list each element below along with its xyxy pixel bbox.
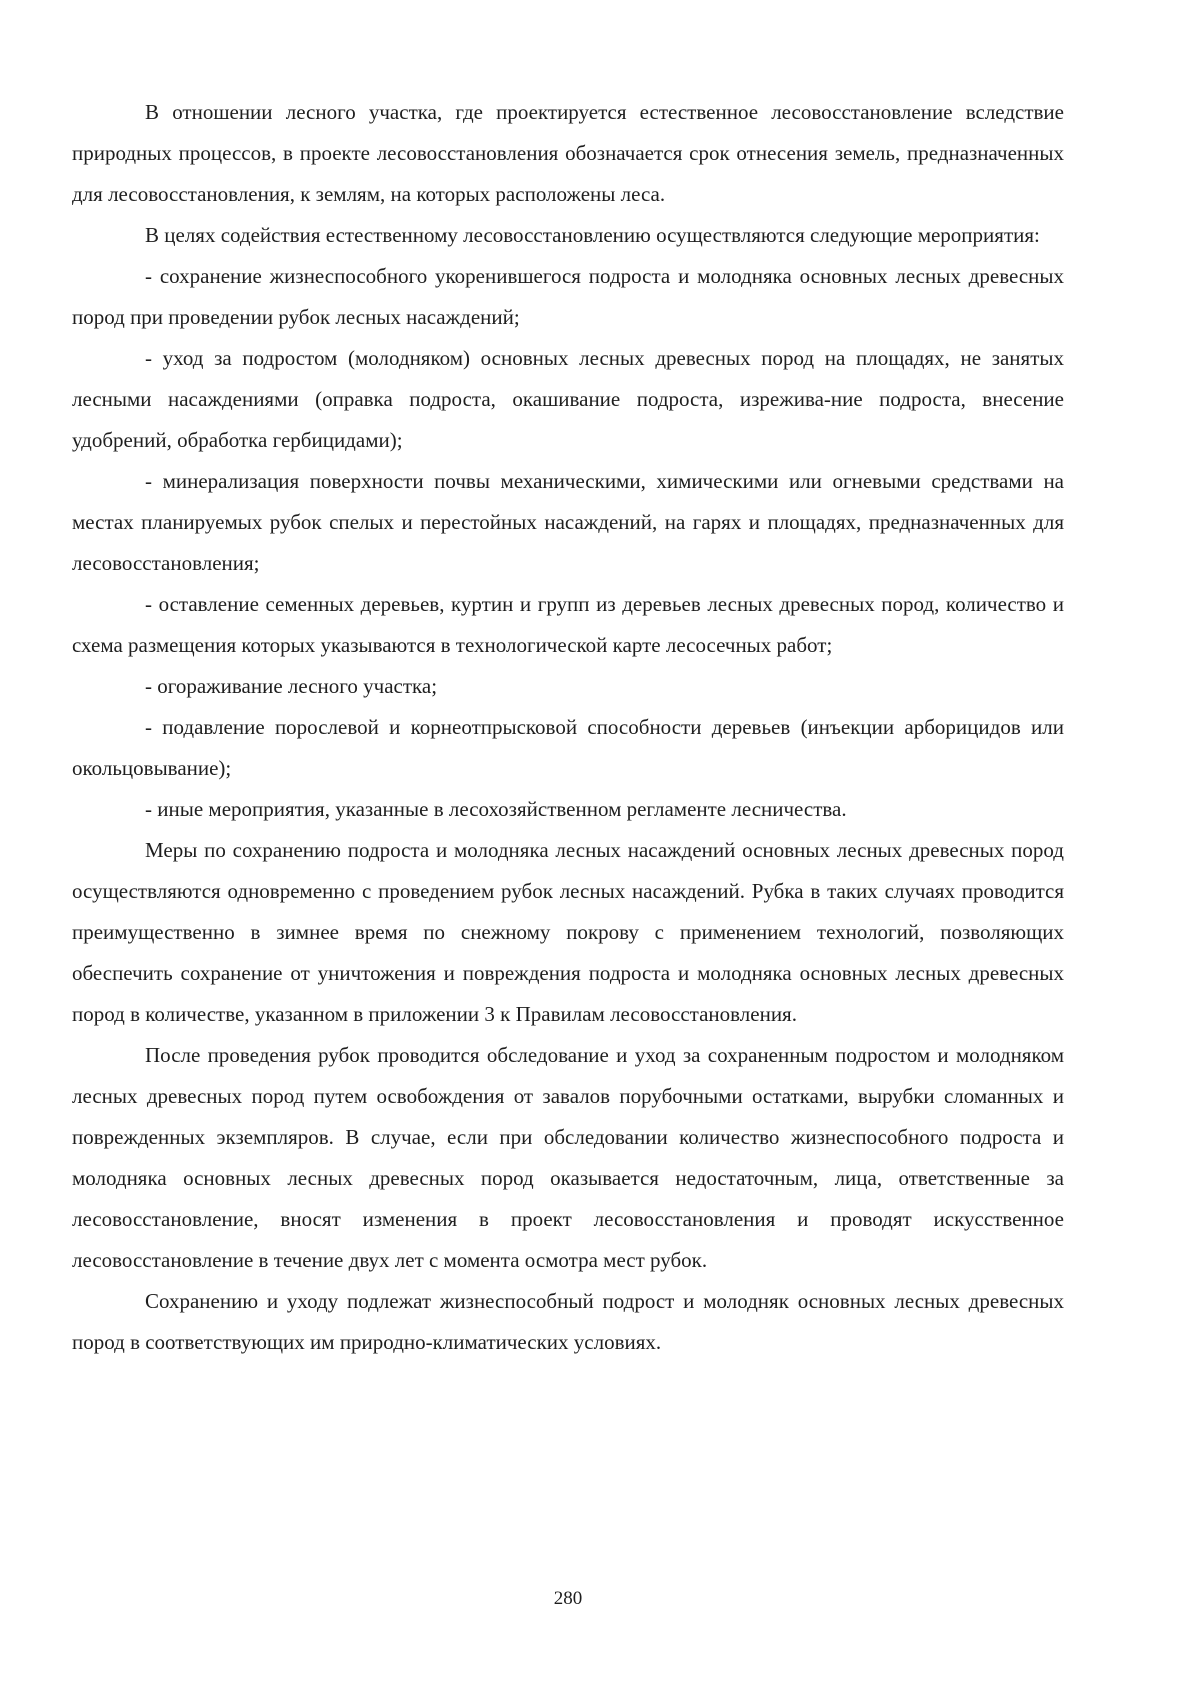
paragraph-assistance-measures-intro: В целях содействия естественному лесовосстановлению осуществляются следующие мероприятия: — [145, 223, 1040, 247]
list-item-other-measures: - иные мероприятия, указанные в лесохозяйственном регламенте лесничества. — [145, 797, 847, 821]
list-item-care-undergrowth: - уход за подростом (молодняком) основных лесных древесных пород на площадях, не занятых лесными насаждениями (оправка подроста, окашивание подроста, изрежива-ние подроста, внесение удобрений, обработка гербицидами); — [72, 346, 1064, 452]
paragraph-preservation-measures: Меры по сохранению подроста и молодняка лесных насаждений основных лесных древесных пород осуществляются одновременно с проведением рубок лесных насаждений. Рубка в таких случаях проводится преимущественно в зимнее время по снежному покрову с применением технологий, позволяющих обеспечить сохранение от уничтожения и повреждения подроста и молодняка основных лесных древесных пород в количестве, указанном в приложении 3 к Правилам лесовосстановления. — [72, 838, 1064, 1026]
list-item-preserve-undergrowth: - сохранение жизнеспособного укоренившегося подроста и молодняка основных лесных древесных пород при проведении рубок лесных насаждений; — [72, 264, 1064, 329]
list-item-suppress-sprouting: - подавление порослевой и корнеотпрысковой способности деревьев (инъекции арборицидов или окольцовывание); — [72, 715, 1064, 780]
paragraph-post-logging-care: После проведения рубок проводится обследование и уход за сохраненным подростом и молодняком лесных древесных пород путем освобождения от завалов порубочными остатками, вырубки сломанных и поврежденных экземпляров. В случае, если при обследовании количество жизнеспособного подроста и молодняка основных лесных древесных пород оказывается недостаточным, лица, ответственные за лесовосстановление, вносят изменения в проект лесовосстановления и проводят искусственное лесовосстановление в течение двух лет с момента осмотра мест рубок. — [72, 1043, 1064, 1272]
page-number: 280 — [553, 1588, 583, 1609]
paragraph-natural-reforestation: В отношении лесного участка, где проектируется естественное лесовосстановление вследствие природных процессов, в проекте лесовосстановления обозначается срок отнесения земель, предназначенных для лесовосстановления, к землям, на которых расположены леса. — [72, 100, 1064, 206]
paragraph-subject-to-care: Сохранению и уходу подлежат жизнеспособный подрост и молодняк основных лесных древесных пород в соответствующих им природно-климатических условиях. — [72, 1289, 1064, 1354]
list-item-seed-trees: - оставление семенных деревьев, куртин и групп из деревьев лесных древесных пород, количество и схема размещения которых указываются в технологической карте лесосечных работ; — [72, 592, 1064, 657]
list-item-soil-mineralization: - минерализация поверхности почвы механическими, химическими или огневыми средствами на местах планируемых рубок спелых и перестойных насаждений, на гарях и площадях, предназначенных для лесовосстановления; — [72, 469, 1064, 575]
list-item-fencing: - огораживание лесного участка; — [145, 674, 438, 698]
body-text — [72, 92, 1064, 1363]
